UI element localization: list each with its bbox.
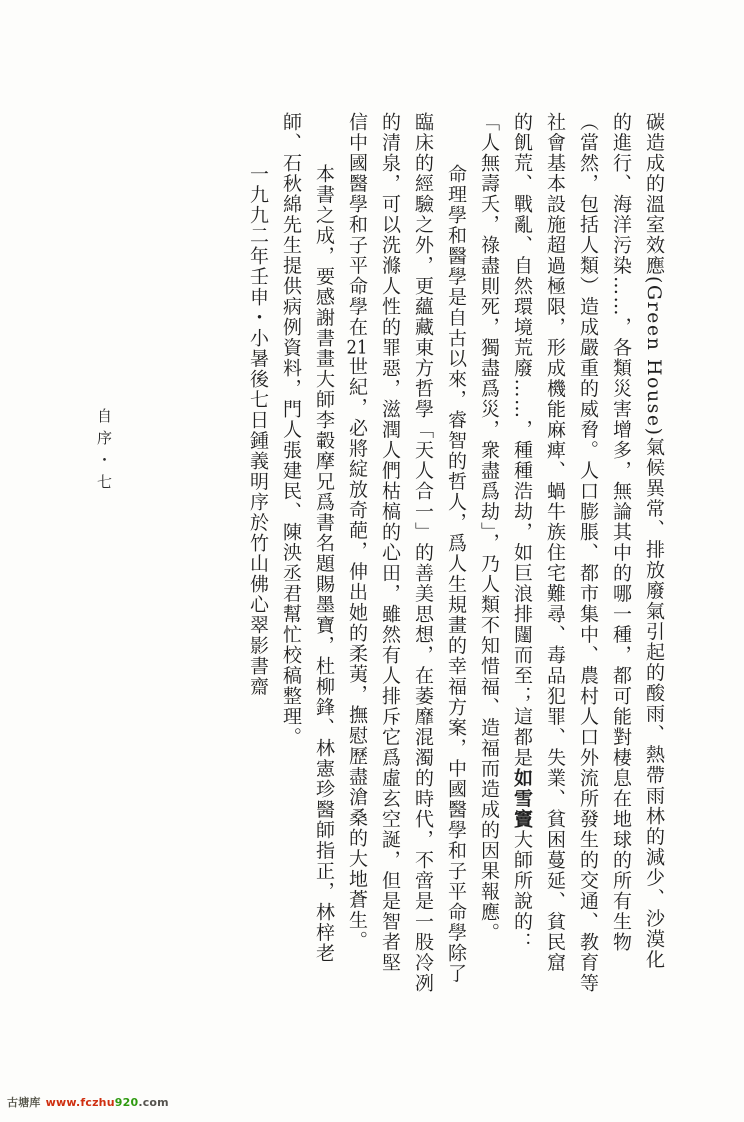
text-column-1: 碳造成的溫室效應(Green House)氣候異常、排放廢氣引起的酸雨、熱帶雨林的減少、沙漠化 (643, 112, 665, 970)
watermark-url-part3: .com (138, 1096, 169, 1109)
century-digits: 21 (346, 337, 368, 357)
column-5-text: 的飢荒、戰亂、自然環境荒廢……，種種浩劫，如巨浪排闥而至；這都是 (511, 112, 533, 768)
page-label: 自序・七 (95, 408, 113, 496)
text-column-12: 師、石秋綿先生提供病例資料，門人張建民、陳泱丞君幫忙校稿整理。 (280, 112, 302, 748)
watermark (7, 1094, 169, 1110)
text-column-5 (505, 112, 538, 1014)
column-10-text-tail: 世紀，必將綻放奇葩，伸出她的柔荑，撫慰歷盡滄桑的大地蒼生。 (346, 356, 368, 951)
column-5-text-tail: 大師所說的： (511, 829, 533, 953)
text-column-2: 的進行、海洋污染……，各類災害增多，無論其中的哪一種，都可能對棲息在地球的所有生物 (610, 112, 632, 953)
text-column-9: 的清泉，可以洗滌人性的罪惡，滋潤人們枯槁的心田，雖然有人排斥它爲虛玄空誕，但是智者堅 (379, 112, 401, 973)
text-column-13: 一九九二年壬申・小暑後七日鍾義明序於竹山佛心翠影書齋 (247, 164, 269, 697)
text-column-10 (340, 112, 373, 1014)
master-name-emphasis: 如雪竇 (511, 768, 533, 830)
preface-text-block (241, 112, 670, 1014)
watermark-url-part1: www.fczhu (45, 1096, 115, 1109)
text-column-7: 命理學和醫學是自古以來，睿智的哲人，爲人生規畫的幸福方案，中國醫學和子平命學除了 (445, 164, 467, 984)
text-column-3: （當然，包括人類）造成嚴重的威脅。人口膨脹、都市集中、農村人口外流所發生的交通、教育等 (577, 112, 599, 994)
text-column-4: 社會基本設施超過極限，形成機能麻痺、蝸牛族住宅難尋、毒品犯罪、失業、貧困蔓延、貧民窟 (544, 112, 566, 973)
text-column-8: 臨床的經驗之外，更蘊藏東方哲學「天人合一」的善美思想，在萎靡混濁的時代，不啻是一股冷冽 (412, 112, 434, 994)
text-column-11: 本書之成，要感謝書畫大師李轂摩兄爲書名題賜墨寶，杜柳鋒、林憲珍醫師指正，林梓老 (313, 164, 335, 964)
watermark-url-part2: 920 (114, 1096, 139, 1109)
text-column-6: 「人無壽夭，祿盡則死，獨盡爲災，衆盡爲劫」，乃人類不知惜福、造福而造成的因果報應。 (478, 112, 500, 943)
watermark-site-name: 古塘库 (7, 1096, 41, 1109)
column-10-text: 信中國醫學和子平命學在 (346, 112, 368, 338)
